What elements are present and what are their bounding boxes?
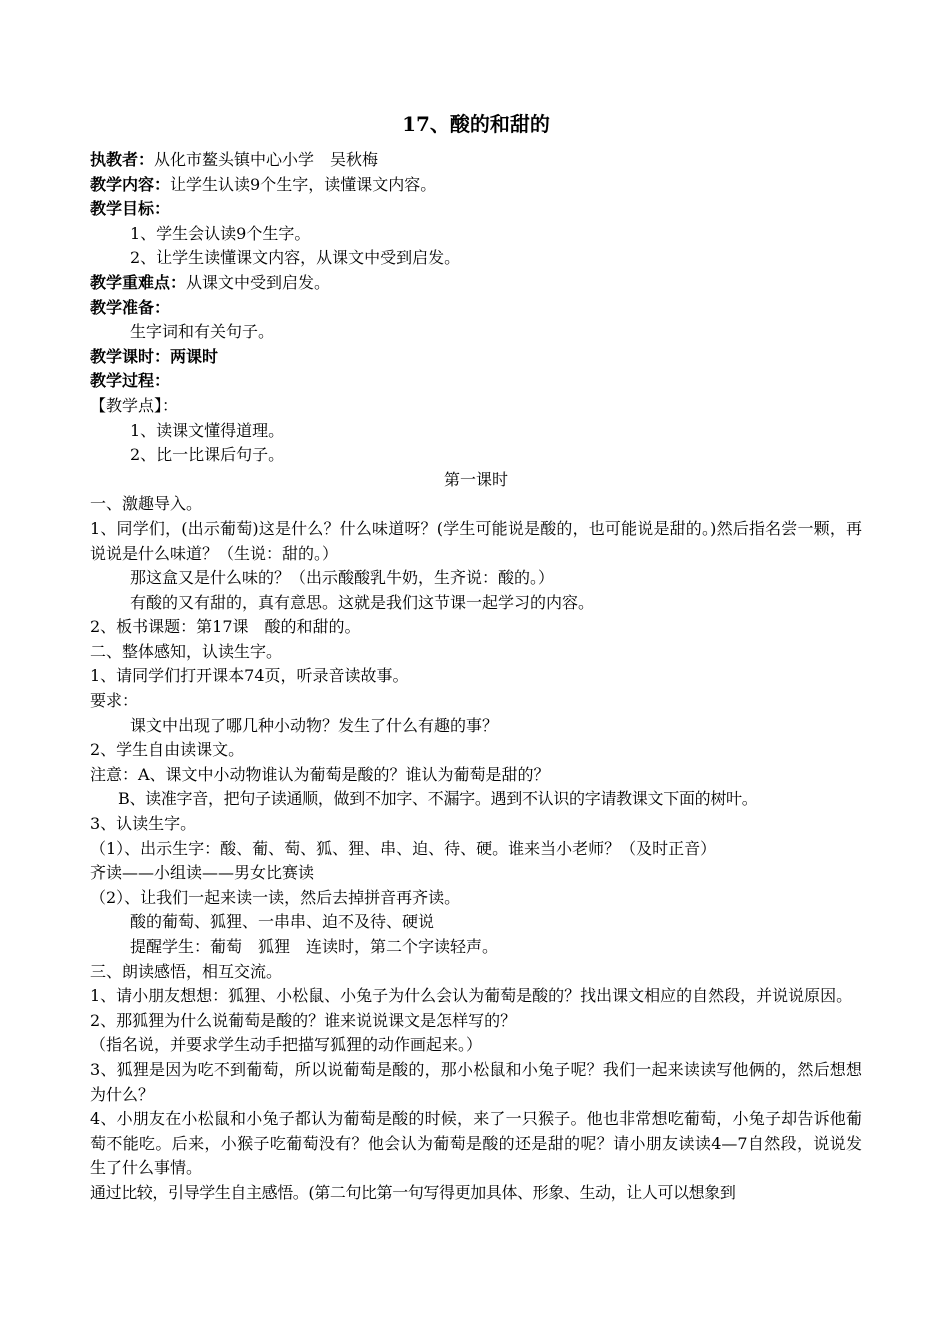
lesson-line: 提醒学生：葡萄 狐狸 连读时，第二个字读轻声。	[130, 937, 499, 956]
lesson-line: 2、学生自由读课文。	[90, 740, 245, 760]
lesson-paragraph: 3、狐狸是因为吃不到葡萄，所以说葡萄是酸的，那小松鼠和小兔子呢？我们一起来读读写他俩的，然后想想为什么？	[90, 1059, 862, 1104]
lesson-line: 3、认读生字。	[90, 814, 197, 834]
prep-value: 生字词和有关句子。	[130, 322, 275, 342]
lesson-line: 注意：A、课文中小动物谁认为葡萄是酸的？谁认为葡萄是甜的？	[90, 764, 550, 784]
process-label: 教学过程：	[90, 371, 171, 391]
document-page	[90, 106, 862, 1206]
lesson-line: 2、板书课题：第17课 酸的和甜的。	[90, 617, 361, 637]
hours-line: 教学课时：两课时	[90, 346, 219, 366]
content-line	[90, 173, 862, 198]
content-value: 让学生认读9个生字，读懂课文内容。	[170, 174, 437, 194]
key-line	[90, 271, 862, 296]
lesson-paragraph: 1、同学们，(出示葡萄)这是什么？什么味道呀？(学生可能说是酸的，也可能说是甜的。)然后指名尝一颗，再说说是什么味道？（生说：甜的。）	[90, 518, 862, 563]
point-1: 1、读课文懂得道理。	[130, 420, 285, 440]
lesson-line: 三、朗读感悟，相互交流。	[90, 961, 283, 981]
lesson-line: 有酸的又有甜的，真有意思。这就是我们这节课一起学习的内容。	[130, 592, 595, 612]
goals-label: 教学目标：	[90, 199, 171, 219]
points-label: 【教学点】：	[90, 395, 179, 415]
content-label: 教学内容：	[90, 174, 171, 194]
lesson-line: （1）、出示生字：酸、葡、萄、狐、狸、串、迫、待、硬。谁来当小老师？（及时正音）	[90, 838, 717, 858]
lesson-line: 要求：	[90, 691, 139, 711]
teacher-value: 从化市鳌头镇中心小学 吴秋梅	[154, 150, 379, 169]
lesson-line: B、读准字音，把句子读通顺，做到不加字、不漏字。遇到不认识的字请教课文下面的树叶。	[118, 789, 758, 809]
lesson-line: 通过比较，引导学生自主感悟。(第二句比第一句写得更加具体、形象、生动，让人可以想象到	[90, 1182, 736, 1202]
goal-2: 2、让学生读懂课文内容，从课文中受到启发。	[130, 248, 461, 268]
lesson-line: 二、整体感知，认读生字。	[90, 641, 283, 661]
key-value: 从课文中受到启发。	[186, 272, 331, 292]
lesson-line: （2）、让我们一起来读一读，然后去掉拼音再齐读。	[90, 887, 461, 907]
point-2: 2、比一比课后句子。	[130, 445, 285, 465]
lesson-line: 1、请同学们打开课本74页，听录音读故事。	[90, 666, 409, 686]
teacher-line	[90, 148, 862, 173]
prep-label: 教学准备：	[90, 297, 171, 317]
lesson-line: 齐读——小组读——男女比赛读	[90, 863, 315, 883]
document-title: 17、酸的和甜的	[402, 112, 550, 136]
lesson-paragraph: 4、小朋友在小松鼠和小兔子都认为葡萄是酸的时候，来了一只猴子。他也非常想吃葡萄，小兔子却告诉他葡萄不能吃。后来，小猴子吃葡萄没有？他会认为葡萄是酸的还是甜的呢？请小朋友读读4—7自然段，说说发生了什么事情。	[90, 1109, 862, 1178]
lesson-line: 一、激趣导入。	[90, 494, 203, 514]
lesson-line: 那这盒又是什么味的？（出示酸酸乳牛奶，生齐说：酸的。）	[130, 568, 555, 588]
lesson-heading: 第一课时	[443, 469, 508, 489]
lesson-line: （指名说，并要求学生动手把描写狐狸的动作画起来。）	[90, 1035, 483, 1055]
lesson-line: 课文中出现了哪几种小动物？发生了什么有趣的事？	[130, 715, 499, 735]
lesson-line: 2、那狐狸为什么说葡萄是酸的？谁来说说课文是怎样写的？	[90, 1010, 517, 1030]
lesson-paragraph: 1、请小朋友想想：狐狸、小松鼠、小兔子为什么会认为葡萄是酸的？找出课文相应的自然段，并说说原因。	[90, 986, 853, 1006]
teacher-label: 执教者：	[90, 150, 155, 169]
lesson-line: 酸的葡萄、狐狸、一串串、迫不及待、硬说	[130, 912, 435, 932]
key-label: 教学重难点：	[90, 272, 187, 292]
goal-1: 1、学生会认读9个生字。	[130, 223, 311, 243]
